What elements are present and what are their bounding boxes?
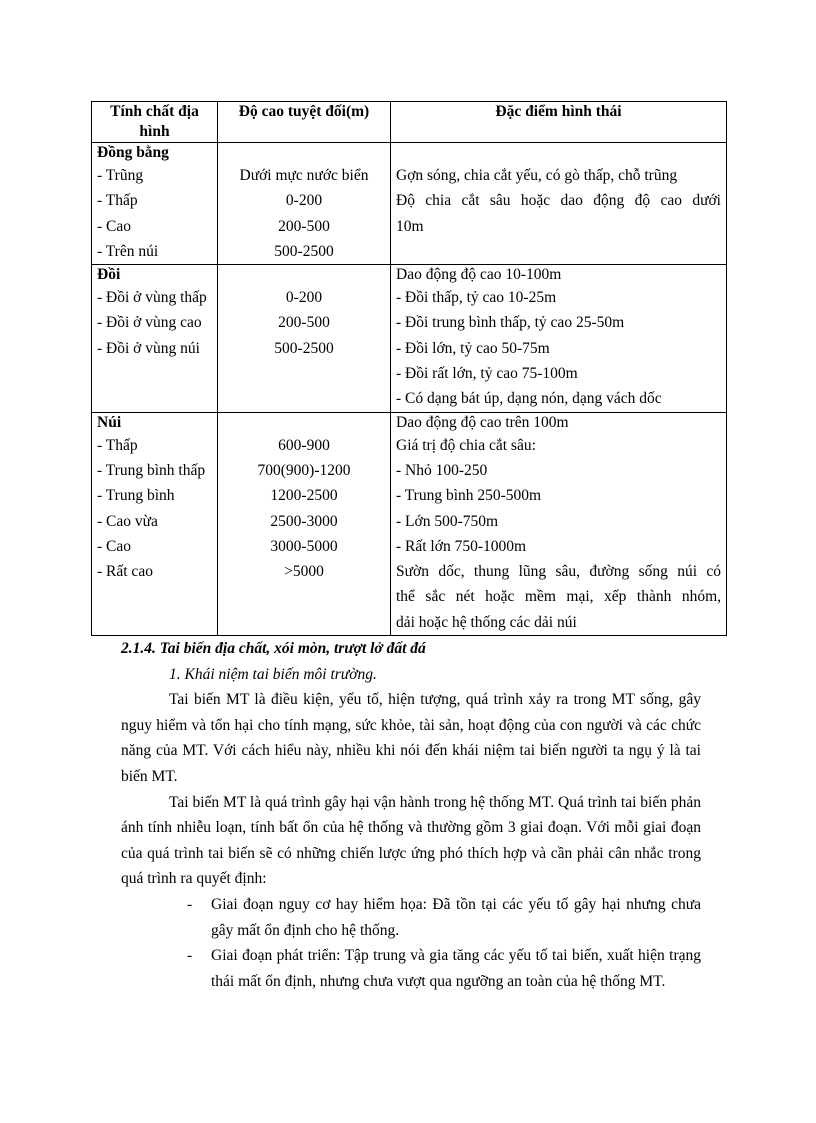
terrain-type: - Trung bình thấp: [97, 461, 206, 479]
plain-altitude-cell: [218, 143, 391, 265]
altitude-value: 1200-2500: [270, 487, 338, 505]
header-morphology: Đặc điểm hình thái: [391, 102, 727, 143]
altitude-value: 200-500: [278, 217, 330, 235]
subsection-heading: 1. Khái niệm tai biến môi trường.: [169, 665, 377, 683]
altitude-value: 0-200: [285, 289, 323, 307]
terrain-type: - Rất cao: [97, 563, 153, 581]
bullet-marker: -: [187, 947, 193, 965]
terrain-type: - Cao: [97, 217, 132, 235]
morphology-text: Độ chia cắt sâu hoặc dao động độ cao dưới: [396, 192, 721, 210]
altitude-value: Dưới mực nước biển: [239, 167, 369, 184]
list-item: [121, 943, 701, 994]
morphology-text: Gợn sóng, chia cắt yếu, có gò thấp, chỗ trũng: [396, 167, 678, 184]
altitude-value: 200-500: [278, 314, 330, 332]
morphology-text: - Đồi lớn, tỷ cao 50-75m: [396, 339, 550, 357]
altitude-value: 2500-3000: [270, 512, 338, 530]
terrain-type: - Trũng: [97, 167, 144, 184]
morphology-text: - Nhỏ 100-250: [396, 461, 488, 479]
terrain-type: - Đồi ở vùng cao: [97, 314, 202, 332]
morphology-text: - Trung bình 250-500m: [396, 487, 542, 505]
altitude-value: 3000-5000: [270, 537, 338, 555]
terrain-type: - Thấp: [97, 436, 138, 454]
morphology-text: - Có dạng bát úp, dạng nón, dạng vách dốc: [396, 390, 662, 408]
altitude-value: 700(900)-1200: [257, 461, 351, 479]
table-row-plain: [92, 143, 727, 265]
morphology-text: 10m: [396, 217, 424, 235]
plain-terrain-cell: [92, 143, 218, 265]
list-item-text: Giai đoạn nguy cơ hay hiểm họa: Đã tồn tại các yếu tố gây hại nhưng chưa gây mất ổn định cho hệ thống.: [211, 895, 701, 939]
morphology-text: Dao động độ cao trên 100m: [396, 413, 569, 431]
hill-altitude-cell: [218, 265, 391, 412]
morphology-text: Sườn dốc, thung lũng sâu, đường sống núi có: [396, 563, 721, 581]
group-title-mountain: Núi: [97, 413, 122, 431]
altitude-value: 500-2500: [274, 242, 334, 260]
group-title-hill: Đồi: [97, 266, 121, 284]
group-title-plain: Đồng bằng: [97, 144, 169, 161]
morphology-text: - Rất lớn 750-1000m: [396, 537, 527, 555]
mountain-terrain-cell: [92, 412, 218, 635]
morphology-text: Dao động độ cao 10-100m: [396, 266, 562, 284]
altitude-value: 600-900: [278, 436, 330, 454]
table-row-hill: [92, 265, 727, 412]
hill-morphology-cell: [391, 265, 727, 412]
bullet-marker: -: [187, 895, 193, 913]
paragraph: Tai biến MT là quá trình gây hại vận hành trong hệ thống MT. Quá trình tai biến phản ánh tính nhiễu loạn, tính bất ổn của hệ thống và thường gồm 3 giai đoạn. Với mỗi giai đoạn của quá trình tai biến sẽ có những chiến lược ứng phó thích hợp và cần phải cân nhắc trong quá trình ra quyết định:: [121, 793, 701, 888]
altitude-value: 0-200: [285, 192, 323, 210]
terrain-type: - Trên núi: [97, 242, 159, 260]
section-hazards: [121, 636, 701, 994]
list-item: [121, 892, 701, 943]
terrain-type: - Đồi ở vùng thấp: [97, 289, 207, 307]
terrain-type: - Cao: [97, 537, 132, 555]
header-altitude: Độ cao tuyệt đối(m): [218, 102, 391, 143]
hill-terrain-cell: [92, 265, 218, 412]
mountain-altitude-cell: [218, 412, 391, 635]
terrain-type: - Thấp: [97, 192, 138, 210]
header-terrain: Tính chất địa hình: [92, 102, 218, 143]
morphology-text: - Đồi trung bình thấp, tỷ cao 25-50m: [396, 314, 625, 332]
morphology-text: - Đồi thấp, tỷ cao 10-25m: [396, 289, 557, 307]
morphology-text: thể sắc nét hoặc mềm mại, xếp thành nhóm,: [396, 588, 721, 606]
morphology-text: - Đồi rất lớn, tỷ cao 75-100m: [396, 365, 578, 383]
morphology-text: Giá trị độ chia cắt sâu:: [396, 436, 536, 454]
morphology-text: - Lớn 500-750m: [396, 512, 499, 530]
terrain-type: - Đồi ở vùng núi: [97, 339, 200, 357]
terrain-classification-table: [91, 101, 727, 636]
paragraph: Tai biến MT là điều kiện, yếu tố, hiện tượng, quá trình xảy ra trong MT sống, gây nguy hiểm và tổn hại cho tính mạng, sức khỏe, tài sản, hoạt động của con người và các chức năng của MT. Với cách hiểu này, nhiều khi nói đến khái niệm tai biến người ta ngụ ý là tai biến MT.: [121, 691, 701, 785]
morphology-text: dải hoặc hệ thống các dải núi: [396, 613, 577, 631]
table-header-row: [92, 102, 727, 143]
terrain-type: - Trung bình: [97, 487, 175, 505]
altitude-value: >5000: [284, 563, 324, 581]
section-heading: 2.1.4. Tai biến địa chất, xói mòn, trượt lở đất đá: [121, 640, 426, 657]
altitude-value: 500-2500: [274, 339, 334, 357]
list-item-text: Giai đoạn phát triển: Tập trung và gia tăng các yếu tố tai biến, xuất hiện trạng thái mất ổn định, nhưng chưa vượt qua ngưỡng an toàn của hệ thống MT.: [211, 947, 701, 990]
table-row-mountain: [92, 412, 727, 635]
terrain-type: - Cao vừa: [97, 512, 158, 530]
mountain-morphology-cell: [391, 412, 727, 635]
stage-list: [121, 892, 701, 994]
plain-morphology-cell: [391, 143, 727, 265]
